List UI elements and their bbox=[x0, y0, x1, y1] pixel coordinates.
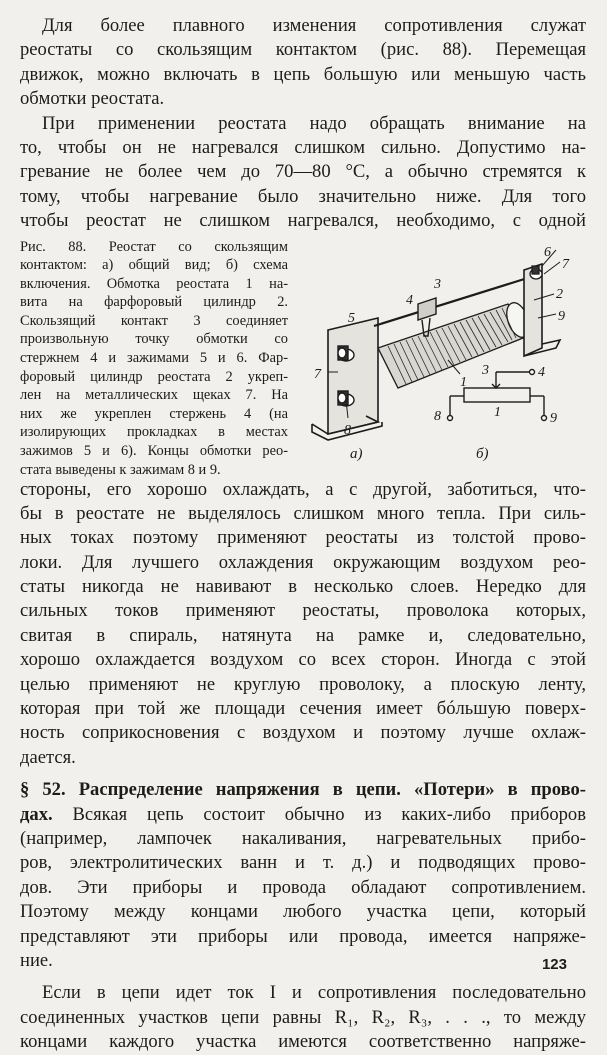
text-line: реостаты со скользящим контактом (рис. 88). Перемещая bbox=[20, 39, 586, 61]
text-line: Для более плавного изменения сопротивления служат bbox=[42, 15, 586, 36]
text-line: При применении реостата надо обращать внимание на bbox=[42, 112, 586, 134]
paragraph-1 bbox=[20, 14, 586, 112]
text-line: стороны, его хорошо охлаждать, а с другой, заботиться, что- bbox=[20, 478, 586, 500]
text-line: свитая в спираль, натянута на рамке и, следовательно, bbox=[20, 624, 586, 646]
caption-line: контактом: а) общий вид; б) схема bbox=[20, 257, 288, 274]
label-3-top: 3 bbox=[434, 276, 441, 292]
figure-caption bbox=[20, 238, 288, 480]
caption-line: Рис. 88. Реостат со скользящим bbox=[20, 238, 288, 255]
text-line: бы в реостате не выделялось слишком много тепла. При силь- bbox=[20, 502, 586, 524]
label-1-schematic: 1 bbox=[494, 404, 501, 420]
text-line: сильных токов применяют реостаты, проволока которых, bbox=[20, 600, 586, 622]
text-line: соединенных участков цепи равны R₁, R₂, R₃, . . ., то между bbox=[20, 1006, 586, 1028]
caption-line: зажимов 5 и 6). Концы обмотки рео- bbox=[20, 443, 288, 460]
paragraph-3 bbox=[20, 478, 586, 771]
label-1: 1 bbox=[460, 374, 467, 390]
text-line: ных токах поэтому применяют реостаты из толстой прово- bbox=[20, 527, 586, 549]
text-line: тому, чтобы нагревание было значительно ниже. Для того bbox=[20, 185, 586, 207]
text-line: обмотки реостата. bbox=[20, 88, 165, 110]
figure-88 bbox=[20, 238, 586, 478]
text-line: гревание не более чем до 70—80 °С, а обычно стремятся к bbox=[20, 161, 586, 183]
text-line: ность соприкосновения с воздухом и поэтому лучше охлаж- bbox=[20, 722, 586, 744]
section-heading-end: дах. bbox=[20, 803, 53, 825]
caption-line: них же укреплен стержень 4 (на bbox=[20, 405, 288, 422]
text-line: (например, лампочек накаливания, нагревательных прибо- bbox=[20, 827, 586, 849]
section-52 bbox=[20, 778, 586, 973]
page-body bbox=[20, 14, 586, 1055]
text-line: концами каждого участка имеются соответственно напряже- bbox=[20, 1031, 586, 1053]
page-number: 123 bbox=[541, 956, 567, 973]
text-line: локи. Для лучшего охлаждения окружающим воздухом рео- bbox=[20, 551, 586, 573]
text-line: то, чтобы он не нагревался слишком сильно. Допустимо на- bbox=[20, 136, 586, 158]
text-line: ров, электролитических ванн и т. д.) и подводящих прово- bbox=[20, 852, 586, 874]
text-line: представляют эти приборы или провода, имеется напряже- bbox=[20, 925, 586, 947]
label-b: б) bbox=[476, 445, 489, 462]
label-9-top: 9 bbox=[558, 308, 565, 324]
label-a: а) bbox=[350, 445, 363, 462]
label-3-schematic: 3 bbox=[482, 362, 489, 378]
caption-line: стата выведены к зажимам 8 и 9. bbox=[20, 461, 221, 478]
caption-line: произвольную точку обмотки со bbox=[20, 331, 288, 348]
text-line: Поэтому между концами любого участка цепи, который bbox=[20, 901, 586, 923]
paragraph-2 bbox=[20, 112, 586, 234]
caption-line: включения. Обмотка реостата 1 на- bbox=[20, 275, 288, 292]
section-heading: § 52. Распределение напряжения в цепи. «Потери» в прово- bbox=[20, 779, 586, 801]
caption-line: стержнем 4 и зажимами 5 и 6. Фар- bbox=[20, 350, 288, 367]
label-9-schematic: 9 bbox=[550, 410, 557, 426]
caption-line: форовый цилиндр реостата 2 укреп- bbox=[20, 368, 288, 385]
paragraph-5 bbox=[20, 981, 586, 1054]
label-7-right: 7 bbox=[562, 256, 569, 272]
left-cheek bbox=[312, 318, 382, 440]
label-8: 8 bbox=[344, 422, 351, 438]
caption-line: вита на фарфоровый цилиндр 2. bbox=[20, 294, 288, 311]
text-line: дается. bbox=[20, 746, 76, 768]
text-line: хорошо охлаждается воздухом со всех сторон. Иногда с этой bbox=[20, 649, 586, 671]
text-line: чтобы реостат не слишком нагревался, необходимо, с одной bbox=[20, 210, 586, 232]
text-line: движок, можно включать в цепь большую или меньшую часть bbox=[20, 63, 586, 85]
label-4: 4 bbox=[406, 292, 413, 308]
text-line: дов. Эти приборы и провода обладают сопротивлением. bbox=[20, 876, 586, 898]
caption-line: Скользящий контакт 3 соединяет bbox=[20, 312, 288, 329]
text-line bbox=[20, 803, 586, 827]
caption-line: лен на металлических щеках 7. На bbox=[20, 387, 288, 404]
right-cheek bbox=[524, 264, 560, 356]
rheostat-drawing bbox=[298, 240, 590, 466]
text-line: которая при той же площади сечения имеет бóльшую поверх- bbox=[20, 698, 586, 720]
text-line: Если в цепи идет ток I и сопротивления последовательно bbox=[42, 982, 586, 1004]
label-5: 5 bbox=[348, 310, 355, 326]
label-4-schematic: 4 bbox=[538, 364, 545, 380]
text-line: статы никогда не навивают в несколько слоев. Нередко для bbox=[20, 576, 586, 598]
label-8-schematic: 8 bbox=[434, 408, 441, 424]
caption-line: изолирующих прокладках в местах bbox=[20, 424, 288, 441]
label-2: 2 bbox=[556, 286, 563, 302]
text-run: Всякая цепь состоит обычно из каких-либо приборов bbox=[52, 803, 586, 825]
label-7-left: 7 bbox=[314, 366, 321, 382]
label-6: 6 bbox=[544, 244, 551, 260]
text-line: ние. bbox=[20, 949, 53, 971]
text-line: целью применяют не круглую проволоку, а плоскую ленту, bbox=[20, 673, 586, 695]
